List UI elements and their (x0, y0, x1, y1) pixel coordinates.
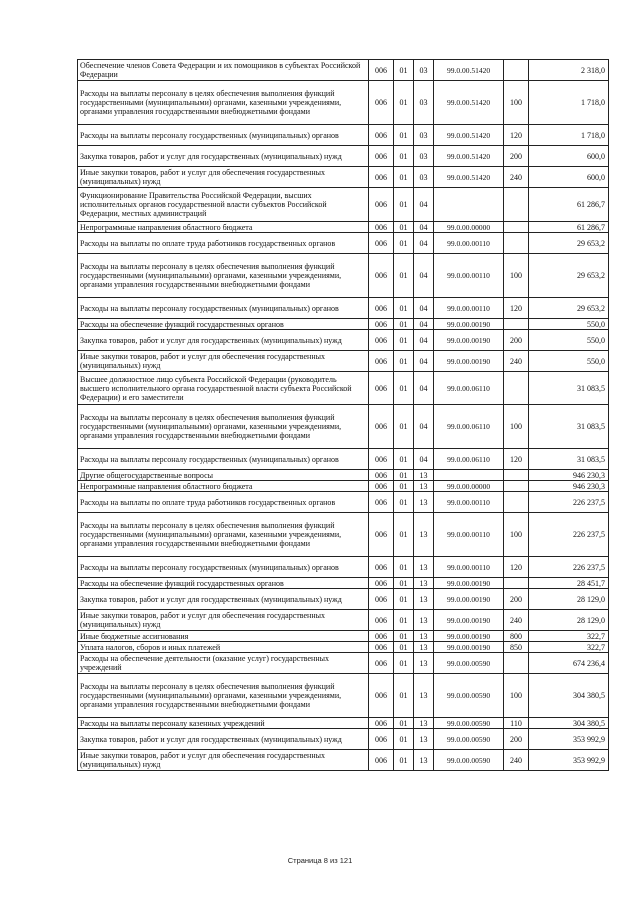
row-ved: 006 (369, 578, 394, 589)
row-rz: 01 (394, 470, 414, 481)
row-vr (504, 372, 529, 405)
row-sum: 946 230,3 (529, 470, 609, 481)
row-ved: 006 (369, 674, 394, 718)
row-ved: 006 (369, 233, 394, 254)
row-name: Закупка товаров, работ и услуг для государственных (муниципальных) нужд (78, 146, 369, 167)
row-vr: 240 (504, 167, 529, 188)
row-name: Другие общегосударственные вопросы (78, 470, 369, 481)
row-rz: 01 (394, 589, 414, 610)
row-pr: 13 (414, 674, 434, 718)
row-name: Расходы на выплаты персоналу в целях обеспечения выполнения функций государственными (муниципальными) органами, казенными учреждениями, органами управления государственными внебюджетными фондами (78, 254, 369, 298)
row-rz: 01 (394, 319, 414, 330)
row-pr: 13 (414, 557, 434, 578)
row-vr: 240 (504, 610, 529, 631)
table-row (78, 222, 609, 233)
row-sum: 674 236,4 (529, 653, 609, 674)
table-row (78, 298, 609, 319)
budget-table (77, 59, 609, 771)
table-row (78, 481, 609, 492)
row-ved: 006 (369, 492, 394, 513)
row-sum: 28 129,0 (529, 589, 609, 610)
row-sum: 600,0 (529, 167, 609, 188)
row-rz: 01 (394, 330, 414, 351)
row-ved: 006 (369, 449, 394, 470)
row-name: Обеспечение членов Совета Федерации и их помощников в субъектах Российской Федерации (78, 60, 369, 81)
row-name: Расходы на выплаты персоналу в целях обеспечения выполнения функций государственными (муниципальными) органами, казенными учреждениями, органами управления государственными внебюджетными фондами (78, 405, 369, 449)
row-vr (504, 319, 529, 330)
row-rz: 01 (394, 60, 414, 81)
row-cs: 99.0.00.00110 (434, 492, 504, 513)
row-ved: 006 (369, 125, 394, 146)
table-row (78, 557, 609, 578)
row-cs: 99.0.00.00000 (434, 481, 504, 492)
row-rz: 01 (394, 718, 414, 729)
row-ved: 006 (369, 642, 394, 653)
row-pr: 13 (414, 729, 434, 750)
row-ved: 006 (369, 610, 394, 631)
row-cs: 99.0.00.06110 (434, 405, 504, 449)
row-cs: 99.0.00.00190 (434, 351, 504, 372)
row-rz: 01 (394, 729, 414, 750)
table-row (78, 146, 609, 167)
row-cs: 99.0.00.06110 (434, 372, 504, 405)
row-rz: 01 (394, 492, 414, 513)
row-name: Расходы на обеспечение функций государственных органов (78, 578, 369, 589)
row-cs: 99.0.00.51420 (434, 125, 504, 146)
row-rz: 01 (394, 449, 414, 470)
row-rz: 01 (394, 254, 414, 298)
row-sum: 226 237,5 (529, 557, 609, 578)
row-name: Иные закупки товаров, работ и услуг для обеспечения государственных (муниципальных) нужд (78, 351, 369, 372)
table-row (78, 188, 609, 222)
row-sum: 304 380,5 (529, 674, 609, 718)
row-cs: 99.0.00.00190 (434, 589, 504, 610)
row-ved: 006 (369, 254, 394, 298)
row-ved: 006 (369, 589, 394, 610)
row-pr: 04 (414, 298, 434, 319)
table-row (78, 631, 609, 642)
row-cs: 99.0.00.00000 (434, 222, 504, 233)
row-vr: 200 (504, 589, 529, 610)
row-pr: 13 (414, 653, 434, 674)
row-vr: 120 (504, 557, 529, 578)
table-row (78, 674, 609, 718)
row-cs: 99.0.00.00190 (434, 578, 504, 589)
table-row (78, 167, 609, 188)
row-vr (504, 481, 529, 492)
row-cs: 99.0.00.00590 (434, 674, 504, 718)
row-vr: 200 (504, 146, 529, 167)
row-vr: 120 (504, 125, 529, 146)
row-rz: 01 (394, 167, 414, 188)
row-ved: 006 (369, 319, 394, 330)
row-sum: 28 451,7 (529, 578, 609, 589)
row-rz: 01 (394, 642, 414, 653)
row-vr (504, 470, 529, 481)
row-sum: 29 653,2 (529, 254, 609, 298)
row-rz: 01 (394, 513, 414, 557)
row-vr (504, 492, 529, 513)
row-name: Непрограммные направления областного бюджета (78, 222, 369, 233)
row-ved: 006 (369, 513, 394, 557)
table-row (78, 233, 609, 254)
row-rz: 01 (394, 125, 414, 146)
row-ved: 006 (369, 557, 394, 578)
row-vr: 120 (504, 449, 529, 470)
row-vr: 200 (504, 330, 529, 351)
row-vr (504, 578, 529, 589)
row-rz: 01 (394, 653, 414, 674)
row-pr: 13 (414, 578, 434, 589)
row-vr: 850 (504, 642, 529, 653)
row-sum: 31 083,5 (529, 405, 609, 449)
row-ved: 006 (369, 146, 394, 167)
table-row (78, 351, 609, 372)
row-cs: 99.0.00.00110 (434, 557, 504, 578)
row-cs: 99.0.00.00190 (434, 319, 504, 330)
row-vr (504, 60, 529, 81)
row-pr: 13 (414, 642, 434, 653)
row-pr: 04 (414, 449, 434, 470)
row-pr: 03 (414, 125, 434, 146)
row-ved: 006 (369, 718, 394, 729)
table-row (78, 405, 609, 449)
row-cs: 99.0.00.00110 (434, 233, 504, 254)
row-sum: 946 230,3 (529, 481, 609, 492)
row-rz: 01 (394, 557, 414, 578)
row-ved: 006 (369, 222, 394, 233)
row-pr: 04 (414, 233, 434, 254)
row-cs: 99.0.00.51420 (434, 60, 504, 81)
row-name: Иные закупки товаров, работ и услуг для обеспечения государственных (муниципальных) нужд (78, 610, 369, 631)
row-rz: 01 (394, 631, 414, 642)
row-vr (504, 188, 529, 222)
row-rz: 01 (394, 610, 414, 631)
row-name: Закупка товаров, работ и услуг для государственных (муниципальных) нужд (78, 729, 369, 750)
table-row (78, 319, 609, 330)
table-row (78, 589, 609, 610)
row-cs: 99.0.00.51420 (434, 81, 504, 125)
row-cs: 99.0.00.00590 (434, 750, 504, 771)
row-cs: 99.0.00.00110 (434, 513, 504, 557)
row-rz: 01 (394, 372, 414, 405)
row-vr (504, 233, 529, 254)
row-pr: 13 (414, 610, 434, 631)
row-ved: 006 (369, 188, 394, 222)
row-cs: 99.0.00.00590 (434, 718, 504, 729)
row-sum: 1 718,0 (529, 81, 609, 125)
table-row (78, 372, 609, 405)
row-sum: 61 286,7 (529, 222, 609, 233)
row-ved: 006 (369, 631, 394, 642)
row-ved: 006 (369, 298, 394, 319)
row-vr: 120 (504, 298, 529, 319)
row-sum: 353 992,9 (529, 729, 609, 750)
row-cs: 99.0.00.06110 (434, 449, 504, 470)
table-row (78, 81, 609, 125)
row-name: Закупка товаров, работ и услуг для государственных (муниципальных) нужд (78, 330, 369, 351)
row-pr: 04 (414, 405, 434, 449)
row-name: Расходы на выплаты по оплате труда работников государственных органов (78, 492, 369, 513)
row-rz: 01 (394, 351, 414, 372)
row-pr: 04 (414, 330, 434, 351)
row-sum: 550,0 (529, 330, 609, 351)
row-name: Расходы на выплаты персоналу в целях обеспечения выполнения функций государственными (муниципальными) органами, казенными учреждениями, органами управления государственными внебюджетными фондами (78, 81, 369, 125)
row-ved: 006 (369, 167, 394, 188)
row-cs: 99.0.00.51420 (434, 167, 504, 188)
row-pr: 04 (414, 254, 434, 298)
row-vr: 110 (504, 718, 529, 729)
row-cs: 99.0.00.00190 (434, 330, 504, 351)
row-ved: 006 (369, 470, 394, 481)
row-cs: 99.0.00.00110 (434, 254, 504, 298)
row-name: Расходы на выплаты персоналу в целях обеспечения выполнения функций государственными (муниципальными) органами, казенными учреждениями, органами управления государственными внебюджетными фондами (78, 674, 369, 718)
table-row (78, 653, 609, 674)
row-cs: 99.0.00.51420 (434, 146, 504, 167)
row-pr: 13 (414, 589, 434, 610)
row-ved: 006 (369, 330, 394, 351)
row-sum: 322,7 (529, 642, 609, 653)
row-pr: 13 (414, 492, 434, 513)
row-rz: 01 (394, 188, 414, 222)
row-name: Расходы на выплаты по оплате труда работников государственных органов (78, 233, 369, 254)
row-rz: 01 (394, 81, 414, 125)
row-sum: 31 083,5 (529, 449, 609, 470)
row-cs (434, 188, 504, 222)
row-rz: 01 (394, 222, 414, 233)
row-cs: 99.0.00.00110 (434, 298, 504, 319)
row-sum: 61 286,7 (529, 188, 609, 222)
row-pr: 04 (414, 351, 434, 372)
row-vr: 100 (504, 81, 529, 125)
row-sum: 2 318,0 (529, 60, 609, 81)
row-name: Расходы на обеспечение функций государственных органов (78, 319, 369, 330)
row-name: Расходы на выплаты персоналу государственных (муниципальных) органов (78, 298, 369, 319)
row-ved: 006 (369, 372, 394, 405)
row-name: Иные закупки товаров, работ и услуг для обеспечения государственных (муниципальных) нужд (78, 167, 369, 188)
table-row (78, 750, 609, 771)
row-vr: 200 (504, 729, 529, 750)
row-rz: 01 (394, 674, 414, 718)
row-pr: 03 (414, 146, 434, 167)
row-ved: 006 (369, 60, 394, 81)
row-pr: 03 (414, 60, 434, 81)
row-rz: 01 (394, 405, 414, 449)
row-pr: 13 (414, 481, 434, 492)
table-row (78, 60, 609, 81)
row-rz: 01 (394, 750, 414, 771)
row-vr: 100 (504, 674, 529, 718)
row-rz: 01 (394, 298, 414, 319)
row-sum: 322,7 (529, 631, 609, 642)
row-cs: 99.0.00.00190 (434, 642, 504, 653)
row-vr: 240 (504, 750, 529, 771)
row-sum: 29 653,2 (529, 233, 609, 254)
row-name: Расходы на выплаты персоналу государственных (муниципальных) органов (78, 557, 369, 578)
row-pr: 13 (414, 470, 434, 481)
row-pr: 04 (414, 188, 434, 222)
row-rz: 01 (394, 146, 414, 167)
table-row (78, 492, 609, 513)
row-vr: 240 (504, 351, 529, 372)
row-rz: 01 (394, 578, 414, 589)
row-rz: 01 (394, 481, 414, 492)
row-vr: 800 (504, 631, 529, 642)
table-body (78, 60, 609, 771)
row-vr: 100 (504, 254, 529, 298)
row-name: Функционирование Правительства Российской Федерации, высших исполнительных органов государственной власти субъектов Российской Федерации, местных администраций (78, 188, 369, 222)
table-row (78, 578, 609, 589)
table-row (78, 125, 609, 146)
row-ved: 006 (369, 351, 394, 372)
row-name: Расходы на выплаты персоналу казенных учреждений (78, 718, 369, 729)
row-sum: 550,0 (529, 351, 609, 372)
row-pr: 04 (414, 319, 434, 330)
row-cs: 99.0.00.00590 (434, 653, 504, 674)
row-pr: 13 (414, 750, 434, 771)
row-ved: 006 (369, 729, 394, 750)
row-pr: 04 (414, 222, 434, 233)
row-vr: 100 (504, 405, 529, 449)
row-vr (504, 222, 529, 233)
row-rz: 01 (394, 233, 414, 254)
row-name: Расходы на обеспечение деятельности (оказание услуг) государственных учреждений (78, 653, 369, 674)
row-sum: 353 992,9 (529, 750, 609, 771)
row-cs: 99.0.00.00190 (434, 631, 504, 642)
row-name: Иные закупки товаров, работ и услуг для обеспечения государственных (муниципальных) нужд (78, 750, 369, 771)
row-sum: 1 718,0 (529, 125, 609, 146)
row-pr: 03 (414, 167, 434, 188)
row-sum: 226 237,5 (529, 492, 609, 513)
row-ved: 006 (369, 750, 394, 771)
row-name: Уплата налогов, сборов и иных платежей (78, 642, 369, 653)
row-name: Расходы на выплаты персоналу в целях обеспечения выполнения функций государственными (муниципальными) органами, казенными учреждениями, органами управления государственными внебюджетными фондами (78, 513, 369, 557)
row-name: Расходы на выплаты персоналу государственных (муниципальных) органов (78, 125, 369, 146)
row-ved: 006 (369, 653, 394, 674)
row-sum: 226 237,5 (529, 513, 609, 557)
row-pr: 04 (414, 372, 434, 405)
row-sum: 304 380,5 (529, 718, 609, 729)
row-name: Непрограммные направления областного бюджета (78, 481, 369, 492)
page-number: Страница 8 из 121 (287, 856, 353, 865)
row-sum: 28 129,0 (529, 610, 609, 631)
row-name: Высшее должностное лицо субъекта Российской Федерации (руководитель высшего исполнительного органа государственной власти субъекта Российской Федерации) и его заместители (78, 372, 369, 405)
table-row (78, 610, 609, 631)
row-vr (504, 653, 529, 674)
table-row (78, 729, 609, 750)
table-row (78, 513, 609, 557)
row-cs (434, 470, 504, 481)
table-row (78, 449, 609, 470)
row-cs: 99.0.00.00190 (434, 610, 504, 631)
row-name: Иные бюджетные ассигнования (78, 631, 369, 642)
row-pr: 13 (414, 631, 434, 642)
row-pr: 13 (414, 718, 434, 729)
row-sum: 550,0 (529, 319, 609, 330)
row-name: Расходы на выплаты персоналу государственных (муниципальных) органов (78, 449, 369, 470)
table-row (78, 470, 609, 481)
row-cs: 99.0.00.00590 (434, 729, 504, 750)
row-pr: 13 (414, 513, 434, 557)
row-sum: 600,0 (529, 146, 609, 167)
row-ved: 006 (369, 481, 394, 492)
table-row (78, 330, 609, 351)
row-pr: 03 (414, 81, 434, 125)
table-row (78, 642, 609, 653)
row-vr: 100 (504, 513, 529, 557)
row-ved: 006 (369, 81, 394, 125)
table-row (78, 254, 609, 298)
row-ved: 006 (369, 405, 394, 449)
table-row (78, 718, 609, 729)
row-sum: 31 083,5 (529, 372, 609, 405)
row-sum: 29 653,2 (529, 298, 609, 319)
row-name: Закупка товаров, работ и услуг для государственных (муниципальных) нужд (78, 589, 369, 610)
